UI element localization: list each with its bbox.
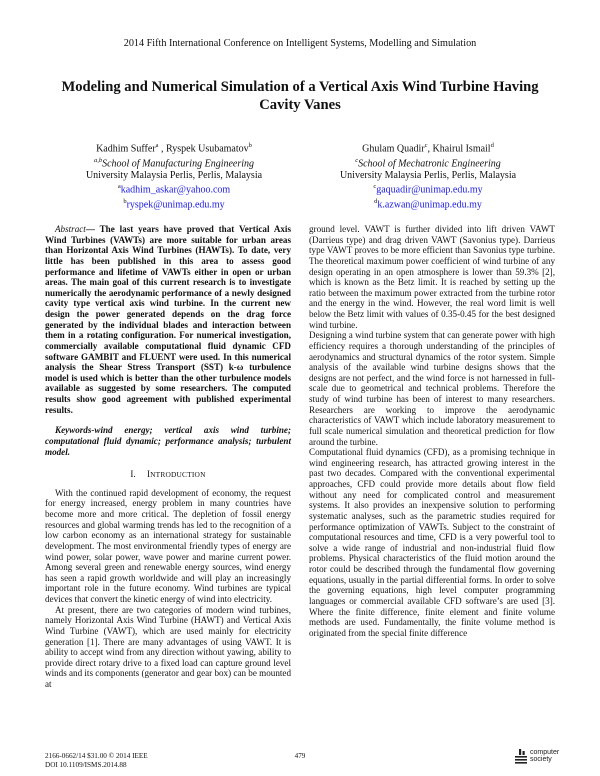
author-email-row (312, 181, 544, 196)
author-email-row (58, 181, 290, 196)
doi-line[interactable]: DOI 10.1109/ISMS.2014.88 (45, 761, 127, 769)
author-block-right (312, 140, 544, 211)
author-email-link[interactable]: ryspek@unimap.edu.my (126, 199, 225, 211)
paragraph: With the continued rapid development of economy, the request for energy increased, energy problem in many countries have become more and more critical. The depletion of fossil energy resources and global warming trends has led to the recognition of a low carbon economy as an international strategy for sustainable development. The most environmental friendly types of energy are wind power, solar power, wave power and marine current power. Among several green and renewable energy sources, wind energy has seen a rapid growth worldwide and will play an increasingly important role in the future economy. Wind turbines are typical devices that convert the kinetic energy of wind into electricity. (45, 487, 291, 604)
computer-society-logo-icon (513, 748, 529, 768)
abstract-label: Abstract (55, 224, 86, 234)
page-number: 479 (294, 752, 306, 760)
affiliation-marker: c (355, 156, 359, 164)
affiliation-marker: a (117, 183, 121, 191)
author-email-row (58, 196, 290, 211)
author-school (312, 155, 544, 170)
author-university: University Malaysia Perlis, Perlis, Malaysia (339, 169, 517, 181)
affiliation-marker: b (123, 198, 127, 206)
logo-text (530, 749, 559, 763)
author-email-link[interactable]: k.azwan@unimap.edu.my (377, 199, 482, 211)
affiliation-marker: c (424, 142, 428, 149)
affiliation-marker: a,b (93, 156, 103, 164)
author-name: Kadhim Suffer (96, 143, 156, 155)
author-email-row (312, 196, 544, 211)
logo-text-line: society (530, 756, 552, 764)
section-title-rest: NTRODUCTION (150, 470, 206, 480)
right-column (309, 224, 555, 638)
affiliation-marker: d (374, 198, 378, 206)
author-separator: , (158, 143, 166, 155)
logo-text-line: computer (530, 749, 560, 756)
affiliation-marker: a (155, 142, 159, 149)
abstract (45, 224, 291, 415)
affiliation-marker: d (490, 142, 494, 149)
school-name: School of Mechatronic Engineering (358, 158, 501, 170)
left-column (45, 224, 291, 690)
author-block-left (58, 140, 290, 211)
author-name: Khairul Ismail (432, 143, 491, 155)
section-title-initial: I (147, 469, 151, 480)
paragraph: Designing a wind turbine system that can generate power with high efficiency requires a thorough understanding of the principles of aerodynamics and structural dynamics of the rotor system. Simple analysis of the available wind turbine designs shows that the designs are not perfect, and the wind force is not harnessed in full-scale due to geometrical and technical problems. Therefore the study of wind turbine has been of interest to many researchers. Researchers are working to improve the aerodynamic characteristics of VAWT which include laboratory measurement to full scale numerical simulation and theoretical prediction for flow around the turbine. (309, 330, 555, 447)
affiliation-marker: c (373, 183, 377, 191)
author-names (312, 140, 544, 155)
affiliation-marker: b (248, 142, 252, 149)
author-school (58, 155, 290, 170)
author-separator: , (427, 143, 433, 155)
section-number: I. (130, 469, 136, 480)
author-names (58, 140, 290, 155)
keywords: Keywords-wind energy; vertical axis wind turbine; computational fluid dynamic; performance analysis; turbulent model. (45, 425, 291, 457)
author-email-link[interactable]: kadhim_askar@yahoo.com (120, 184, 231, 196)
conference-header: 2014 Fifth International Conference on Intelligent Systems, Modelling and Simulation (123, 38, 477, 49)
paragraph: At present, there are two categories of modern wind turbines, namely Horizontal Axis Wind Turbine (HAWT) and Vertical Axis Wind Turbine (VAWT), which are used mainly for electricity generation [1]. There are many advantages of using VAWT. It is ability to accept wind from any direction without yawing, ability to provide direct rotary drive to a fixed load can capture ground level winds and its components (generator and gear box) can be mounted at (45, 604, 291, 689)
section-heading (45, 469, 291, 481)
paragraph: ground level. VAWT is further divided into lift driven VAWT (Darrieus type) and drag driven VAWT (Savonius type). Darrieus type VAWT proves to be more efficient than Savonius type turbine. The theoretical maximum power coefficient of wind turbine of any design operating in an open atmosphere is lower than 59.3% [2], which is known as the Betz limit. It is reached by setting up the ratio between the maximum power extracted from the turbine rotor and the energy in the wind. However, the real word limit is well below the Betz limit with values of 0.35-0.45 for the best designed wind turbine. (309, 224, 555, 330)
paper-title: Modeling and Numerical Simulation of a Vertical Axis Wind Turbine Having Cavity Vanes (61, 79, 539, 113)
computer-society-logo (513, 746, 573, 772)
school-name: School of Manufacturing Engineering (102, 158, 255, 170)
abstract-dash: — (85, 224, 100, 234)
author-name: Ryspek Usubamatov (166, 143, 249, 155)
paragraph: Computational fluid dynamics (CFD), as a promising technique in wind engineering research, has attracted growing interest in the past two decades. Compared with the conventional experimental approaches, CFD could provide more details about flow field without any need for complicated control and measurement systems. It also provides an inexpensive solution to performing systematic analyses, such as the parametric studies required for performance optimization of VAWTs. Subject to the constraint of computational resources and time, CFD is a very powerful tool to solve a wide range of industrial and non-industrial fluid flow problems. Physical characteristics of the fluid motion around the rotor could be described through the fundamental flow governing equations, usually in the partial differential forms. In order to solve the governing equations, high level computer programming languages or commercial available CFD software’s are used [3]. Where the finite difference, finite element and finite volume methods are used. Fundamentally, the finite volume method is originated from the special finite difference (309, 447, 555, 638)
author-name: Ghulam Quadir (362, 143, 425, 155)
author-university: University Malaysia Perlis, Perlis, Malaysia (85, 169, 263, 181)
isbn-line: 2166-0662/14 $31.00 © 2014 IEEE (45, 752, 148, 760)
author-email-link[interactable]: gaquadir@unimap.edu.my (376, 184, 483, 196)
abstract-text: The last years have proved that Vertical Axis Wind Turbines (VAWTs) are more suitable for urban areas than Horizontal Axis Wind Turbines (HAWTs). To date, very little has been published in this area to assess good performance and lifetime of VAWTs either in open or urban areas. The main goal of this current research is to investigate numerically the aerodynamic performance of a newly designed cavity type vertical axis wind turbine. In the current new design the power generated depends on the drag force generated by the individual blades and interaction between them in a rotating configuration. For numerical investigation, commercially available computational fluid dynamic CFD software GAMBIT and FLUENT were used. In this numerical analysis the Shear Stress Transport (SST) k-ω turbulence model is used which is better than the other turbulence models available as suggested by some researchers. The computed results show good agreement with published experimental results. (45, 224, 291, 415)
